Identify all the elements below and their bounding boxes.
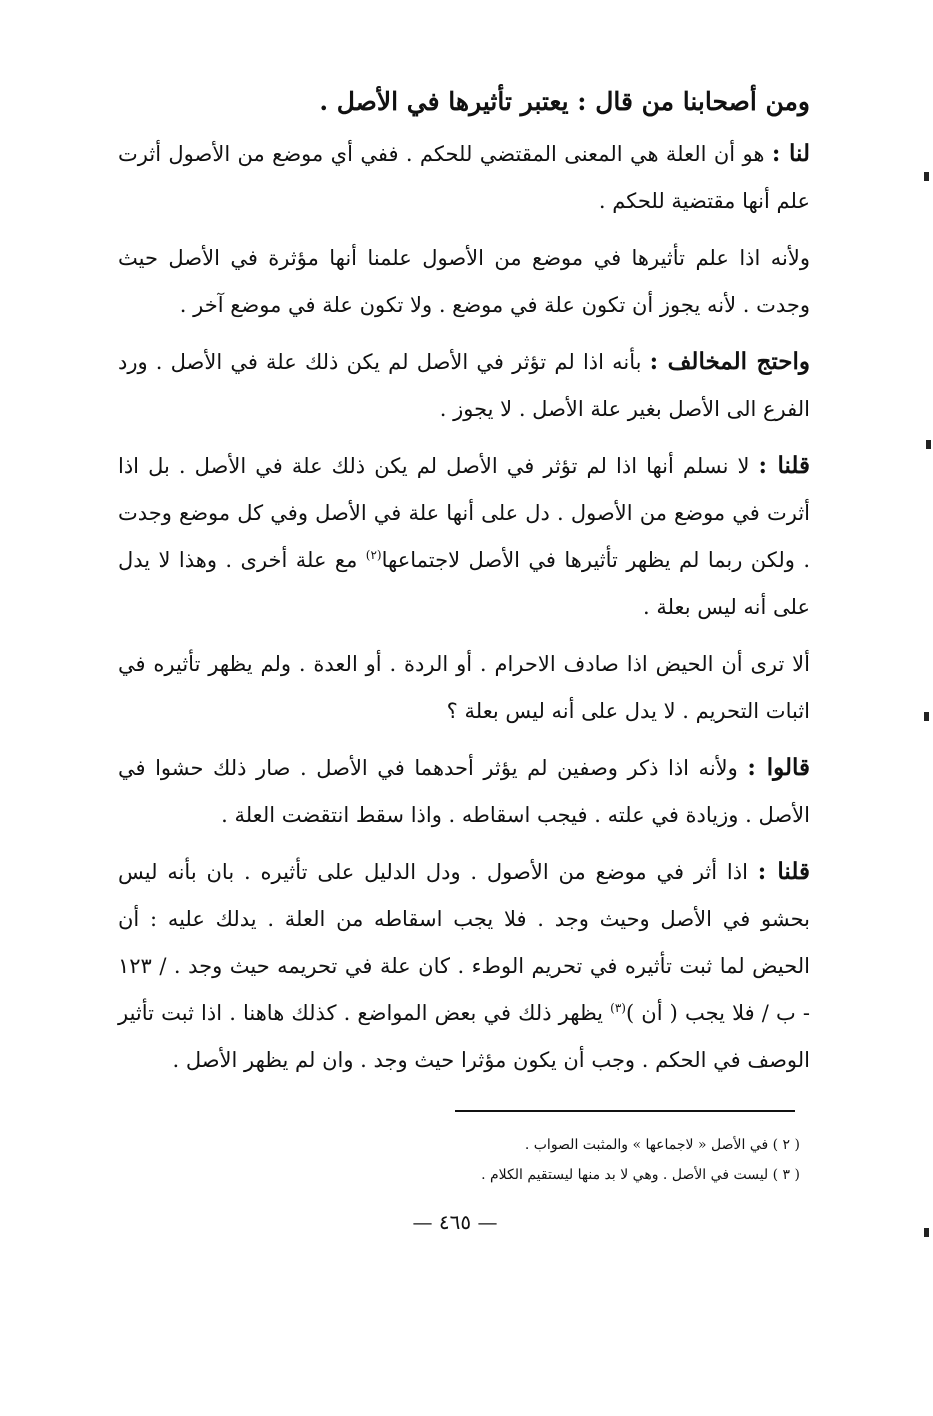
margin-mark — [926, 440, 931, 449]
paragraph-text: هو أن العلة هي المعنى المقتضي للحكم . ففي أي موضع من الأصول أثرت علم أنها مقتضية للحكم . — [118, 142, 810, 213]
margin-mark — [924, 712, 929, 721]
paragraph-6 — [118, 744, 810, 839]
paragraph-lead: واحتج المخالف : — [649, 348, 810, 375]
paragraph-lead: قلنا : — [758, 452, 810, 479]
footnote-ref: (٣) — [610, 1001, 626, 1015]
footnote-ref: (٢) — [365, 548, 382, 562]
footnote-2: ( ٢ ) في الأصل « لاجماعها » والمثبت الصواب . — [524, 1137, 800, 1153]
margin-mark — [924, 172, 929, 181]
margin-mark — [924, 1228, 929, 1237]
paragraph-text: ولأنه اذا علم تأثيرها في موضع من الأصول علمنا أنها مؤثرة في الأصل حيث وجدت . لأنه يجوز أن تكون علة في موضع . ولا تكون علة في موضع آخر . — [118, 246, 810, 317]
paragraph-5 — [118, 640, 810, 735]
paragraph-lead: قلنا : — [757, 858, 810, 885]
paragraph-lead: لنا : — [771, 140, 810, 167]
paragraph-lead: قالوا : — [747, 754, 811, 781]
paragraph-text-cont: يظهر ذلك في بعض المواضع . كذلك هاهنا . اذا ثبت تأثير الوصف في الحكم . وجب أن يكون مؤثرا حيث وجد . وان لم يظهر الأصل . — [118, 1001, 810, 1072]
footnotes — [440, 1130, 800, 1190]
paragraph-text: لا نسلم أنها اذا لم تؤثر في الأصل لم يكن ذلك علة في الأصل . بل اذا أثرت في موضع من الأصول . دل على أنها علة في الأصل وفي كل موضع وجدت . ولكن ربما لم يظهر تأثيرها في الأصل لاجتماعها — [118, 454, 810, 572]
paragraph-text: ألا ترى أن الحيض اذا صادف الاحرام . أو الردة . أو العدة . ولم يظهر تأثيره في اثبات التحريم . لا يدل على أنه ليس بعلة ؟ — [118, 652, 810, 723]
section-heading: ومن أصحابنا من قال : يعتبر تأثيرها في الأصل . — [319, 87, 810, 116]
paragraph-text: بأنه اذا لم تؤثر في الأصل لم يكن ذلك علة في الأصل . ورد الفرع الى الأصل بغير علة الأصل . لا يجوز . — [118, 350, 810, 421]
paragraph-2 — [118, 234, 810, 329]
paragraph-text-cont: مع علة أخرى . وهذا لا يدل على أنه ليس بعلة . — [118, 548, 810, 619]
page-number: — ٤٦٥ — — [412, 1210, 498, 1234]
page-body — [118, 82, 810, 1093]
paragraph-1 — [118, 130, 810, 225]
paragraph-7 — [118, 848, 810, 1084]
paragraph-4 — [118, 442, 810, 631]
paragraph-3 — [118, 338, 810, 433]
paragraph-text: اذا أثر في موضع من الأصول . ودل الدليل على تأثيره . بان بأنه ليس بحشو في الأصل وحيث وجد . فلا يجب اسقاطه من العلة . يدلك عليه : أن الحيض لما ثبت تأثيره في تحريم الوطء . كان علة في تحريمه حيث وجد . / ١٢٣ - ب / فلا يجب ( أن ) — [118, 860, 810, 1025]
footnote-divider — [455, 1110, 795, 1112]
footnote-3: ( ٣ ) ليست في الأصل . وهي لا بد منها ليستقيم الكلام . — [481, 1167, 800, 1183]
paragraph-text: ولأنه اذا ذكر وصفين لم يؤثر أحدهما في الأصل . صار ذلك حشوا في الأصل . وزيادة في علته . فيجب اسقاطه . واذا سقط انتقضت العلة . — [118, 756, 810, 827]
